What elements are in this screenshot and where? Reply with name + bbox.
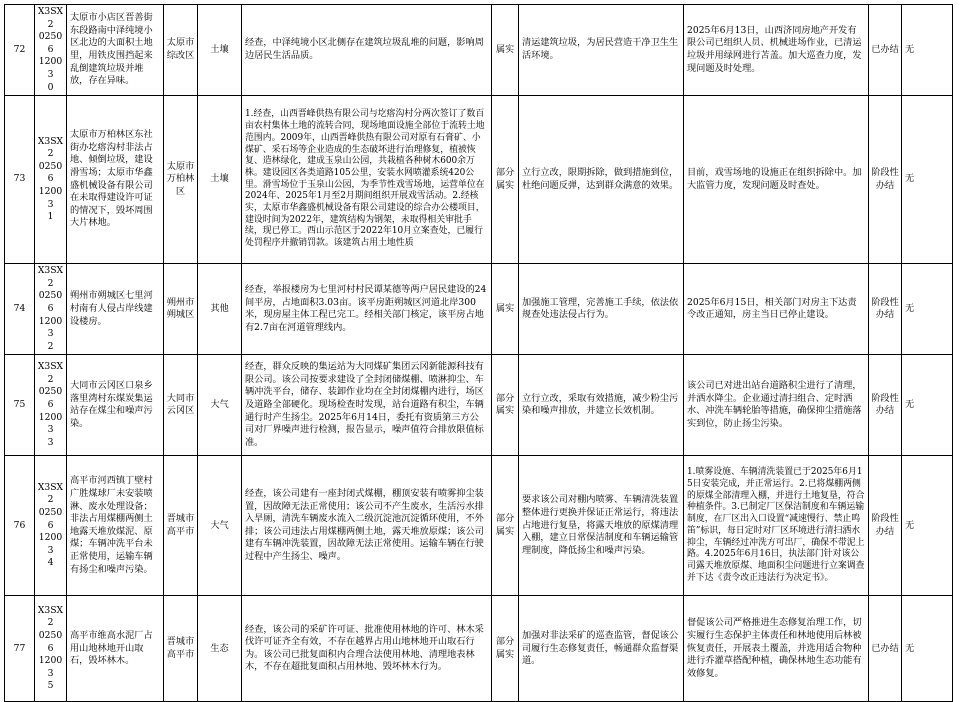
completion-status: 已办结 [869,5,902,96]
case-code-part: 02506 [38,160,63,185]
row-number: 73 [5,96,35,264]
rectification-progress: 1.喷雾设施、车辆清洗装置已于2025年6月15日安装完成，并正常运行。2.已将煤棚两侧的原煤全部清理入棚，并进行土地复垦，符合种植条件。3.已制定厂区保洁制度和车辆运输制度，在厂区出入口设置“减速慢行、禁止鸣笛”标识，每日定时对厂区环境进行清扫洒水抑尘，车辆经过冲洗方可出厂，确保不带泥上路。4.2025年6月16日，执法部门针对该公司露天堆放原煤、地面积尘问题进行立案调查并下达《责令改正违法行为决定书》。 [684,456,869,596]
accountability: 无 [902,96,953,264]
pollution-type: 大气 [198,355,242,456]
complaint-content: 高平市维高水泥厂占用山地林地开山取石，毁坏林木。 [67,596,164,702]
completion-status: 阶段性办结 [869,96,902,264]
case-code-part: 5 [47,680,54,692]
row-number: 77 [5,596,35,702]
complaint-content: 朔州市朔城区七里河村南有人侵占岸线建设楼房。 [67,264,164,355]
pollution-type: 土壤 [198,5,242,96]
case-code-part: 12003 [38,185,63,210]
case-code-part: X3SX2 [37,6,64,30]
verification-verdict: 属实 [492,5,519,96]
investigation-result: 经查，该公司的采矿许可证、批准使用林地的许可、林木采伐许可证齐全有效，不存在越界占用山地林地开山取石行为。该公司已批复面积内合理合法使用林地、清理地表林木，不存在超批复面积占用林地、毁坏林木行为。 [242,596,492,702]
case-code-part: 2 [47,340,54,352]
case-code-part: 3 [47,436,54,448]
pollution-type: 土壤 [198,96,242,264]
report-table-container [4,4,953,702]
case-code [35,596,67,702]
case-code [35,264,67,355]
investigation-result: 经查，举报楼房为七里河村村民谭某德等两户居民建设的24间平房，占地面积3.03亩。该平房距朔城区河道北岸300米，现房屋主体工程已完工。经相关部门核定，该平房占地有2.7亩在河道管理线内。 [242,264,492,355]
case-code-part: 12003 [38,655,63,679]
accountability: 无 [902,264,953,355]
completion-status: 阶段性办结 [869,456,902,596]
row-number: 75 [5,355,35,456]
complaint-content: 高平市河西镇丁壁村广胜煤球厂未安装喷淋、废水处理设备；非法占用煤棚两侧土地露天堆放煤泥、原煤；车辆冲洗平台未正常使用，运输车辆有扬尘和噪声污染。 [67,456,164,596]
case-code-part: 02506 [38,31,63,55]
case-code-part: X3SX2 [37,604,64,629]
rectification-progress: 2025年6月15日，相关部门对房主下达责令改正通知，房主当日已停止建设。 [684,264,869,355]
administrative-district: 大同市云冈区 [164,355,198,456]
case-code-part: 12003 [38,56,63,80]
pollution-type: 大气 [198,456,242,596]
rectification-progress: 该公司已对进出站台道路积尘进行了清理，并洒水降尘。企业通过清扫组合、定时洒水、冲洗车辆轮胎等措施，确保抑尘措施落实到位，防止扬尘污染。 [684,355,869,456]
handling-measures: 清运建筑垃圾，为居民营造干净卫生生活环境。 [519,5,684,96]
completion-status: 阶段性办结 [869,355,902,456]
investigation-result: 经查，群众反映的集运站为大同煤矿集团云冈新能源科技有限公司。该公司按要求建设了全封闭储煤棚、喷淋抑尘、车辆冲洗平台，储存、装卸作业均在全封闭煤棚内进行，场区及道路全部硬化。现场检查时发现，站台道路有积尘，车辆通行时产生扬尘。2025年6月14日，委托有资质第三方公司对厂界噪声进行检测，报告显示，噪声值符合排放限值标准。 [242,355,492,456]
case-code-part: 02506 [38,386,63,411]
table-row [5,96,953,264]
table-row [5,264,953,355]
pollution-type: 其他 [198,264,242,355]
case-code-part: X3SX2 [37,361,64,385]
table-row [5,456,953,596]
handling-measures: 立行立改，采取有效措施，减少粉尘污染和噪声排放，并建立长效机制。 [519,355,684,456]
verification-verdict: 部分属实 [492,96,519,264]
complaint-content: 太原市小店区晋善街东段路南中泽纯境小区北边的大面积土地里，用铁皮围挡起来乱倒建筑垃圾并堆放，存在异味。 [67,5,164,96]
handling-measures: 立行立改，限期拆除，做到措施到位，杜绝问题反弹，达到群众满意的效果。 [519,96,684,264]
handling-measures: 加强对非法采矿的巡查监管，督促该公司履行生态修复责任，畅通群众监督渠道。 [519,596,684,702]
case-code [35,456,67,596]
administrative-district: 太原市综改区 [164,5,198,96]
accountability: 无 [902,596,953,702]
administrative-district: 朔州市朔城区 [164,264,198,355]
investigation-result: 经查，中泽纯境小区北侧存在建筑垃圾乱堆的问题，影响周边居民生活品质。 [242,5,492,96]
case-code [35,96,67,264]
complaint-content: 大同市云冈区口泉乡落里湾村东煤炭集运站存在煤尘和噪声污染。 [67,355,164,456]
table-row [5,355,953,456]
rectification-progress: 2025年6月13日，山西济同房地产开发有限公司已组织人员、机械进场作业，已清运垃圾并用绿网进行苫盖。加大巡查力度，发现问题及时处理。 [684,5,869,96]
case-code-part: 1 [47,211,54,223]
case-code-part: 02506 [38,290,63,314]
case-code-part: 12003 [38,411,63,436]
complaint-content: 太原市万柏林区东社街办圪瘩沟村非法占地、倾倒垃圾，建设滑雪场；太原市华鑫盛机械设备有限公司在未取得建设许可证的情况下，毁坏周围大片林地。 [67,96,164,264]
case-code-part: 12003 [38,315,63,340]
verification-verdict: 属实 [492,264,519,355]
case-code-part: X3SX2 [37,481,64,506]
case-code-part: X3SX2 [37,265,64,289]
verification-verdict: 部分属实 [492,355,519,456]
verification-verdict: 部分属实 [492,596,519,702]
pollution-type: 生态 [198,596,242,702]
table-row [5,5,953,96]
administrative-district: 太原市万柏林区 [164,96,198,264]
case-code-part: 0 [47,81,54,93]
case-code-part: 02506 [38,506,63,531]
completion-status: 阶段性办结 [869,264,902,355]
verification-verdict: 部分属实 [492,456,519,596]
report-table [4,4,953,702]
row-number: 72 [5,5,35,96]
row-number: 76 [5,456,35,596]
table-row [5,596,953,702]
case-code-part: X3SX2 [37,135,64,160]
row-number: 74 [5,264,35,355]
case-code-part: 4 [47,557,54,569]
case-code-part: 12003 [38,532,63,556]
investigation-result: 1.经查，山西晋峰供热有限公司与圪瘩沟村分两次签订了数百亩农村集体土地的流转合同，现场地面设施全部位于流转土地范围内。2009年，山西晋峰供热有限公司对原有石膏矿、小煤矿、采石场等企业造成的生态破坏进行治理修复，植被恢复、造林绿化，建成玉泉山公园，共栽植各种树木600余万株。建设园区各类道路105公里，安装水网喷灌系统420公里。滑雪场位于玉泉山公园，为季节性戏雪场地，运营单位在2024年、2025年1月至2月期间组织开展戏雪活动。2.经核实，太原市华鑫盛机械设备有限公司建设的综合办公楼项目，建设时间为2022年，建筑结构为钢架，未取得相关审批手续，现已停工。西山示范区于2022年10月立案查处，已履行处罚程序并撤销罚款。该建筑占用土地性质 [242,96,492,264]
administrative-district: 晋城市高平市 [164,596,198,702]
rectification-progress: 目前，戏雪场地的设施正在组织拆除中。加大监管力度，发现问题及时查处。 [684,96,869,264]
completion-status: 已办结 [869,596,902,702]
handling-measures: 加强施工管理，完善施工手续，依法依规查处违法侵占行为。 [519,264,684,355]
accountability: 无 [902,456,953,596]
case-code-part: 02506 [38,629,63,654]
administrative-district: 晋城市高平市 [164,456,198,596]
accountability: 无 [902,5,953,96]
handling-measures: 要求该公司对棚内喷雾、车辆清洗装置整体进行更换并保证正常运行，将违法占地进行复垦，将露天堆放的原煤清理入棚，建立日常保洁制度和车辆运输管理制度，降低扬尘和噪声污染。 [519,456,684,596]
case-code [35,355,67,456]
investigation-result: 经查，该公司建有一座封闭式煤棚，棚顶安装有喷雾抑尘装置，因故障无法正常使用；该公司不产生废水，生活污水排入旱厕，清洗车辆废水流入二级沉淀池沉淀循环使用，不外排；该公司违法占用煤棚两侧土地，露天堆放原煤；该公司建有车辆冲洗装置，因故障无法正常使用。运输车辆在行驶过程中产生扬尘、噪声。 [242,456,492,596]
case-code [35,5,67,96]
rectification-progress: 督促该公司严格推进生态修复治理工作，切实履行生态保护主体责任和林地使用后林被恢复责任，开展表土覆盖，并选用适合物种进行乔灌草搭配种植，确保林地生态功能有效修复。 [684,596,869,702]
accountability: 无 [902,355,953,456]
